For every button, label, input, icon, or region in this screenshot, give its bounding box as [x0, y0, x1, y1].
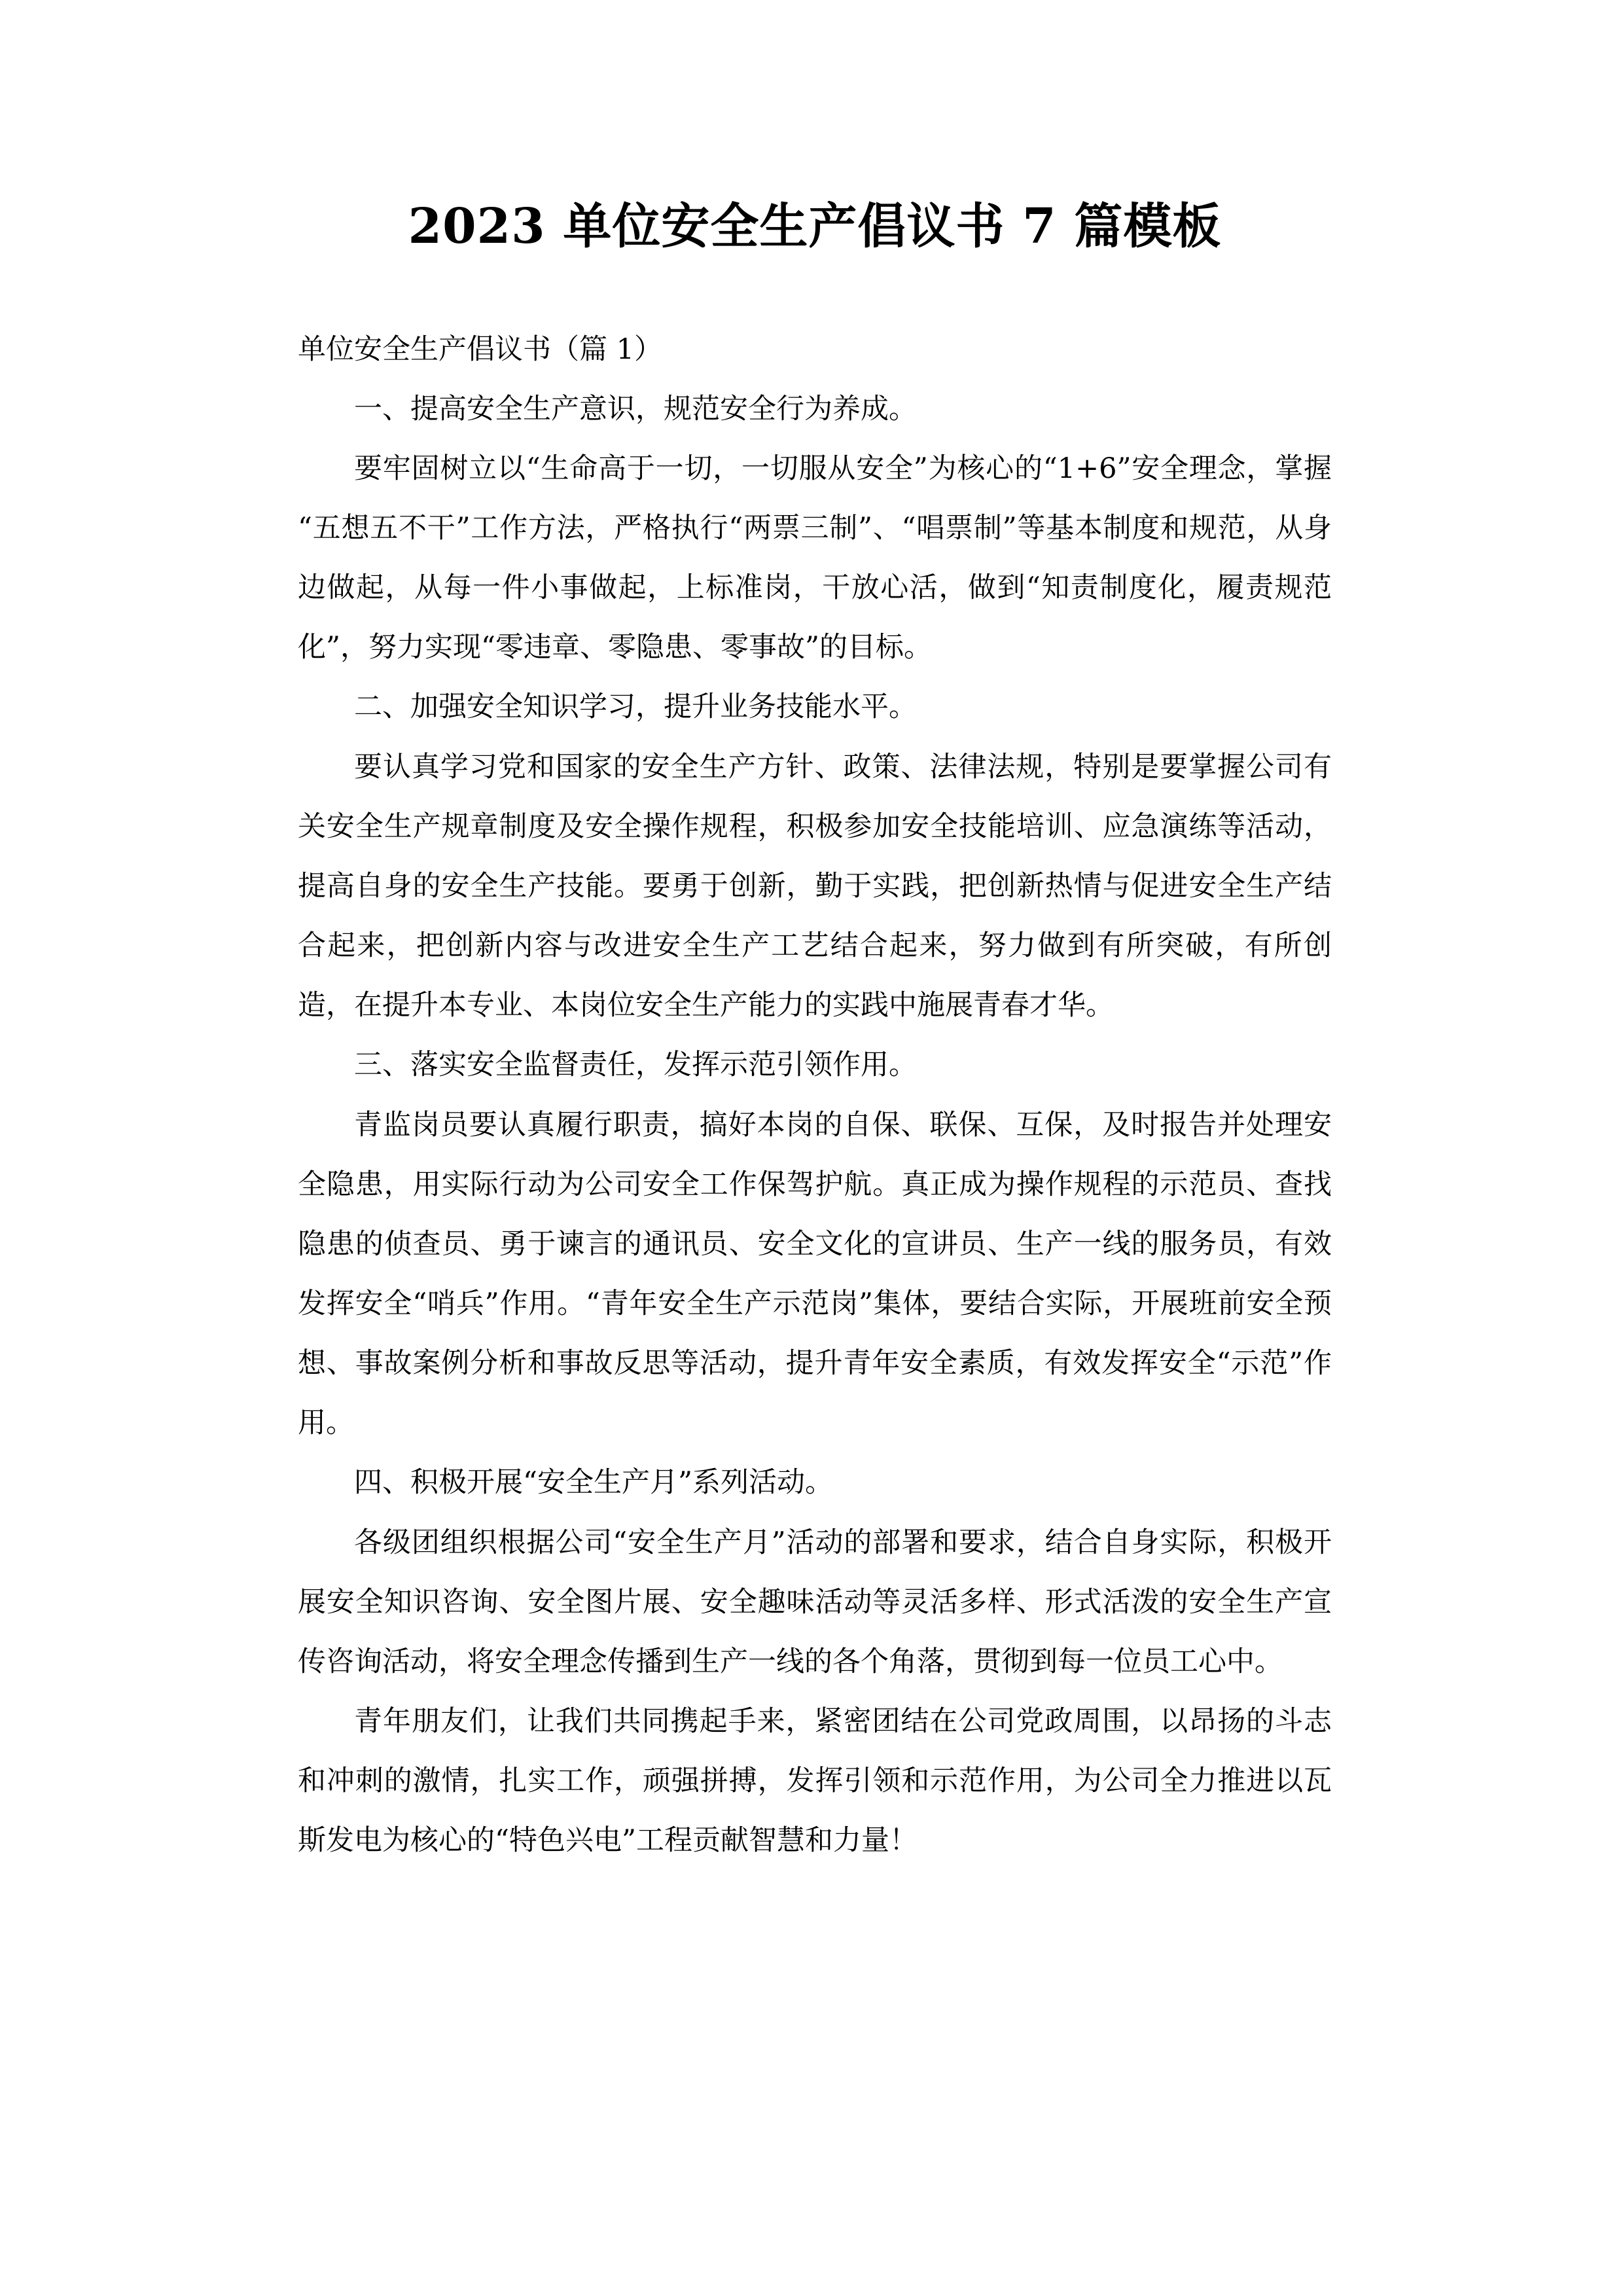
section-body-2: 要认真学习党和国家的安全生产方针、政策、法律法规，特别是要掌握公司有关安全生产规章制度及安全操作规程，积极参加安全技能培训、应急演练等活动，提高自身的安全生产技能。要勇于创新，勤于实践，把创新热情与促进安全生产结合起来，把创新内容与改进安全生产工艺结合起来，努力做到有所突破，有所创造，在提升本专业、本岗位安全生产能力的实践中施展青春才华。 — [298, 750, 1332, 1022]
section-heading-3: 三、落实安全监督责任，发挥示范引领作用。 — [354, 1049, 917, 1082]
document-body — [298, 320, 1332, 1871]
section-heading-1: 一、提高安全生产意识，规范安全行为养成。 — [354, 392, 917, 425]
section-body-4: 各级团组织根据公司“安全生产月”活动的部署和要求，结合自身实际，积极开展安全知识咨询、安全图片展、安全趣味活动等灵活多样、形式活泼的安全生产宣传咨询活动，将安全理念传播到生产一线的各个角落，贯彻到每一位员工心中。 — [298, 1526, 1332, 1678]
section-body-3: 青监岗员要认真履行职责，搞好本岗的自保、联保、互保，及时报告并处理安全隐患，用实际行动为公司安全工作保驾护航。真正成为操作规程的示范员、查找隐患的侦查员、勇于谏言的通讯员、安全文化的宣讲员、生产一线的服务员，有效发挥安全“哨兵”作用。“青年安全生产示范岗”集体，要结合实际，开展班前安全预想、事故案例分析和事故反思等活动，提升青年安全素质，有效发挥安全“示范”作用。 — [298, 1108, 1332, 1440]
section-heading-4: 四、积极开展“安全生产月”系列活动。 — [354, 1466, 833, 1499]
closing-paragraph: 青年朋友们，让我们共同携起手来，紧密团结在公司党政周围，以昂扬的斗志和冲刺的激情，扎实工作，顽强拼搏，发挥引领和示范作用，为公司全力推进以瓦斯发电为核心的“特色兴电”工程贡献智慧和力量！ — [298, 1705, 1332, 1857]
section-body-1: 要牢固树立以“生命高于一切，一切服从安全”为核心的“1+6”安全理念，掌握“五想五不干”工作方法，严格执行“两票三制”、“唱票制”等基本制度和规范，从身边做起，从每一件小事做起，上标准岗，干放心活，做到“知责制度化，履责规范化”，努力实现“零违章、零隐患、零事故”的目标。 — [298, 452, 1332, 664]
section-label: 单位安全生产倡议书（篇 1） — [298, 332, 663, 366]
page-content-area — [298, 0, 1332, 1871]
page-title: 2023 单位安全生产倡议书 7 篇模板 — [408, 198, 1222, 255]
section-heading-2: 二、加强安全知识学习，提升业务技能水平。 — [354, 691, 917, 724]
